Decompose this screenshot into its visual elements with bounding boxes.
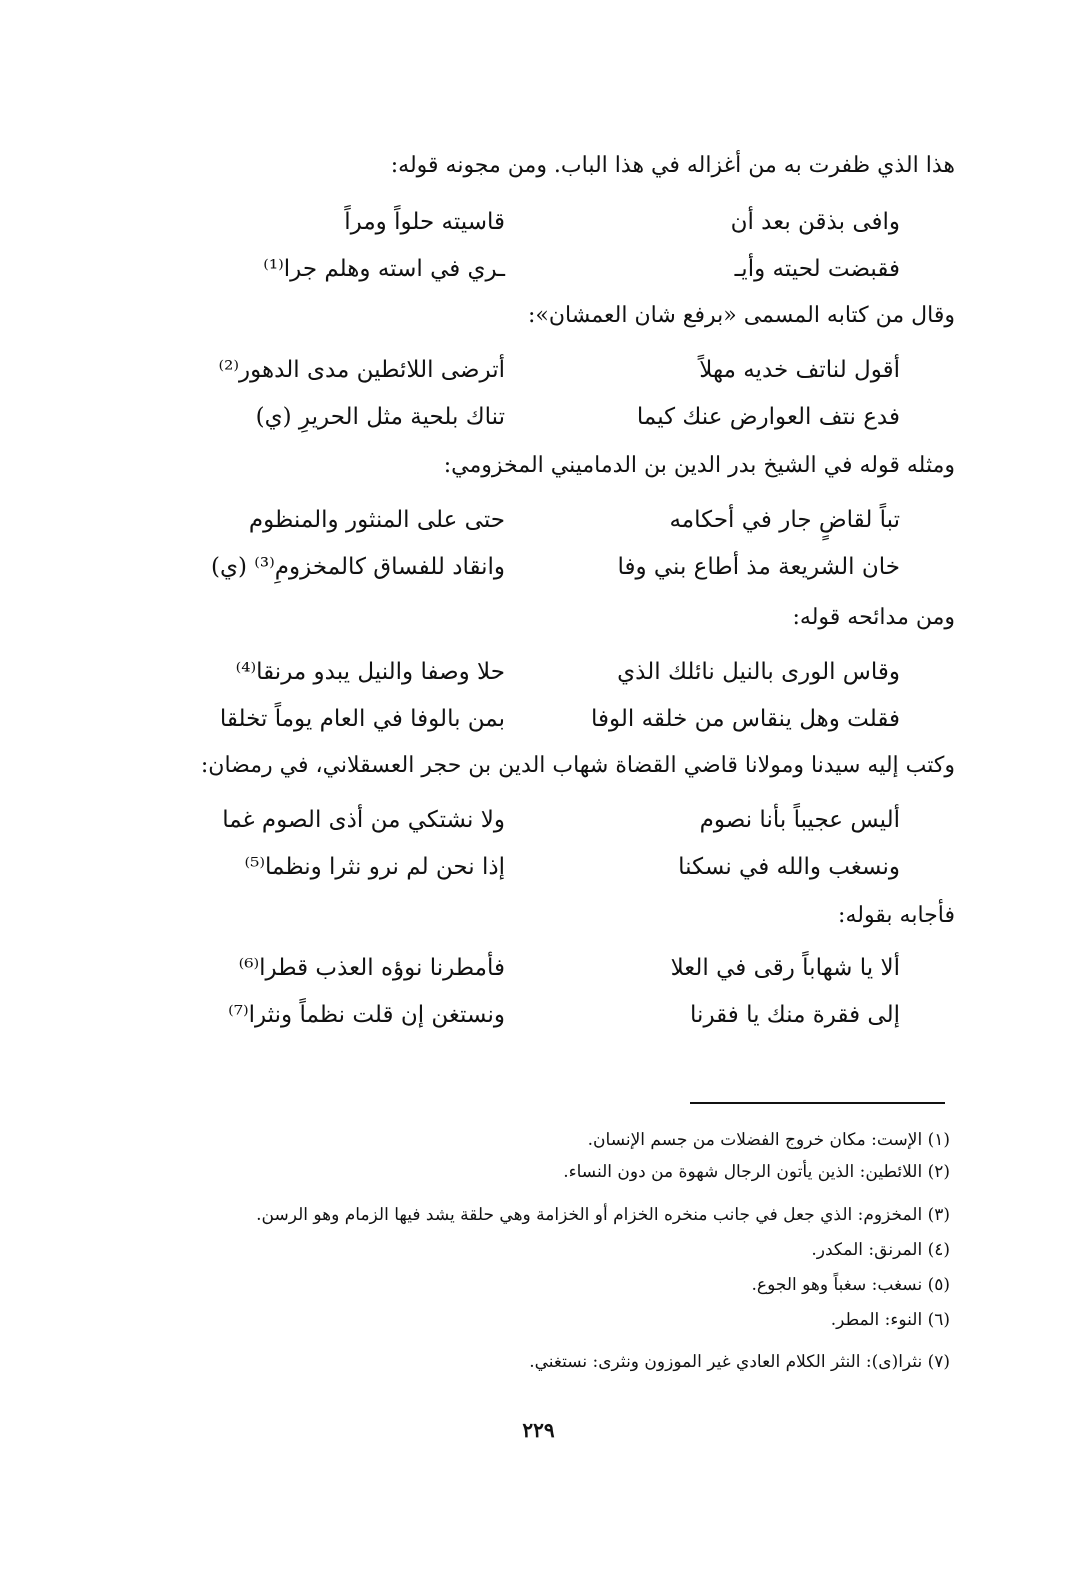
- first-hemistich: ونسغب والله في نسكنا: [678, 854, 900, 880]
- poem-line: [190, 652, 900, 692]
- poem-2: [190, 350, 900, 444]
- first-hemistich: وافى بذقن بعد أن: [730, 209, 900, 235]
- first-hemistich: وقاس الورى بالنيل نائلك الذي: [617, 659, 900, 685]
- second-hemistich: ونستغن إن قلت نظماً ونثرا⁽⁷⁾: [228, 1002, 505, 1028]
- first-hemistich: إلى فقرة منك يا فقرنا: [690, 1002, 900, 1028]
- first-hemistich: أقول لناتف خديه مهلاً: [699, 357, 900, 383]
- poem-line: [190, 699, 900, 739]
- poem-line: [190, 547, 900, 587]
- footnote-2: (٢) اللائطين: الذين يأتون الرجال شهوة من دون النساء.: [563, 1162, 950, 1182]
- poem-line: [190, 995, 900, 1035]
- footnote-7: (٧) نثرا(ى): النثر الكلام العادي غير الموزون ونثرى: نستغني.: [529, 1352, 950, 1372]
- second-hemistich: ـري في استه وهلم جرا⁽¹⁾: [263, 256, 505, 282]
- poem-line: [190, 249, 900, 289]
- page-number: ٢٢٩: [522, 1418, 555, 1442]
- footnote-3: (٣) المخزوم: الذي جعل في جانب منخره الخزام أو الخزامة وهي حلقة يشد فيها الزمام وهو الرسن.: [256, 1205, 950, 1225]
- poem-3: [190, 500, 900, 594]
- paragraph-praise: ومن مدائحه قوله:: [792, 605, 955, 630]
- poem-5: [190, 800, 900, 894]
- second-hemistich: وانقاد للفساق كالمخزومِ⁽³⁾ (ي): [211, 554, 505, 580]
- footnote-separator: [690, 1102, 945, 1104]
- second-hemistich: بمن بالوفا في العام يوماً تخلقا: [219, 706, 505, 732]
- footnote-1: (١) الإست: مكان خروج الفضلات من جسم الإنسان.: [587, 1130, 950, 1150]
- second-hemistich: حتى على المنثور والمنظوم: [248, 507, 505, 533]
- first-hemistich: خان الشريعة مذ أطاع بني وفا: [617, 554, 900, 580]
- second-hemistich: حلا وصفا والنيل يبدو مرنقا⁽⁴⁾: [235, 659, 505, 685]
- second-hemistich: فأمطرنا نوؤه العذب قطرا⁽⁶⁾: [238, 955, 505, 981]
- first-hemistich: أليس عجيباً بأنا نصوم: [699, 807, 900, 833]
- first-hemistich: فدع نتف العوارض عنك كيما: [636, 404, 900, 430]
- poem-6: [190, 948, 900, 1042]
- first-hemistich: فقبضت لحيته وأيـ: [734, 256, 900, 282]
- first-hemistich: تباً لقاضٍ جار في أحكامه: [669, 507, 900, 533]
- second-hemistich: قاسيته حلواً ومراً: [344, 209, 505, 235]
- poem-1: [190, 202, 900, 296]
- paragraph-intro: هذا الذي ظفرت به من أغزاله في هذا الباب. ومن مجونه قوله:: [390, 153, 955, 178]
- paragraph-badr: ومثله قوله في الشيخ بدر الدين بن الدماميني المخزومي:: [443, 453, 955, 478]
- second-hemistich: أترضى اللائطين مدى الدهور⁽²⁾: [218, 357, 505, 383]
- paragraph-letter: وكتب إليه سيدنا ومولانا قاضي القضاة شهاب الدين بن حجر العسقلاني، في رمضان:: [200, 753, 955, 778]
- poem-line: [190, 397, 900, 437]
- poem-line: [190, 800, 900, 840]
- first-hemistich: فقلت وهل ينقاس من خلقه الوفا: [590, 706, 900, 732]
- second-hemistich: ولا نشتكي من أذى الصوم غما: [222, 807, 505, 833]
- footnote-6: (٦) النوء: المطر.: [830, 1310, 950, 1330]
- poem-line: [190, 847, 900, 887]
- paragraph-reply: فأجابه بقوله:: [838, 903, 955, 928]
- poem-line: [190, 202, 900, 242]
- poem-line: [190, 948, 900, 988]
- second-hemistich: تناك بلحية مثل الحريرِ (ي): [255, 404, 505, 430]
- footnote-5: (٥) نسغب: سغباً وهو الجوع.: [751, 1275, 950, 1295]
- poem-line: [190, 350, 900, 390]
- poem-line: [190, 500, 900, 540]
- paragraph-book: وقال من كتابه المسمى «برفع شان العمشان»:: [527, 303, 955, 328]
- first-hemistich: ألا يا شهاباً رقى في العلا: [670, 955, 900, 981]
- second-hemistich: إذا نحن لم نرو نثرا ونظما⁽⁵⁾: [244, 854, 505, 880]
- poem-4: [190, 652, 900, 746]
- footnote-4: (٤) المرنق: المكدر.: [811, 1240, 950, 1260]
